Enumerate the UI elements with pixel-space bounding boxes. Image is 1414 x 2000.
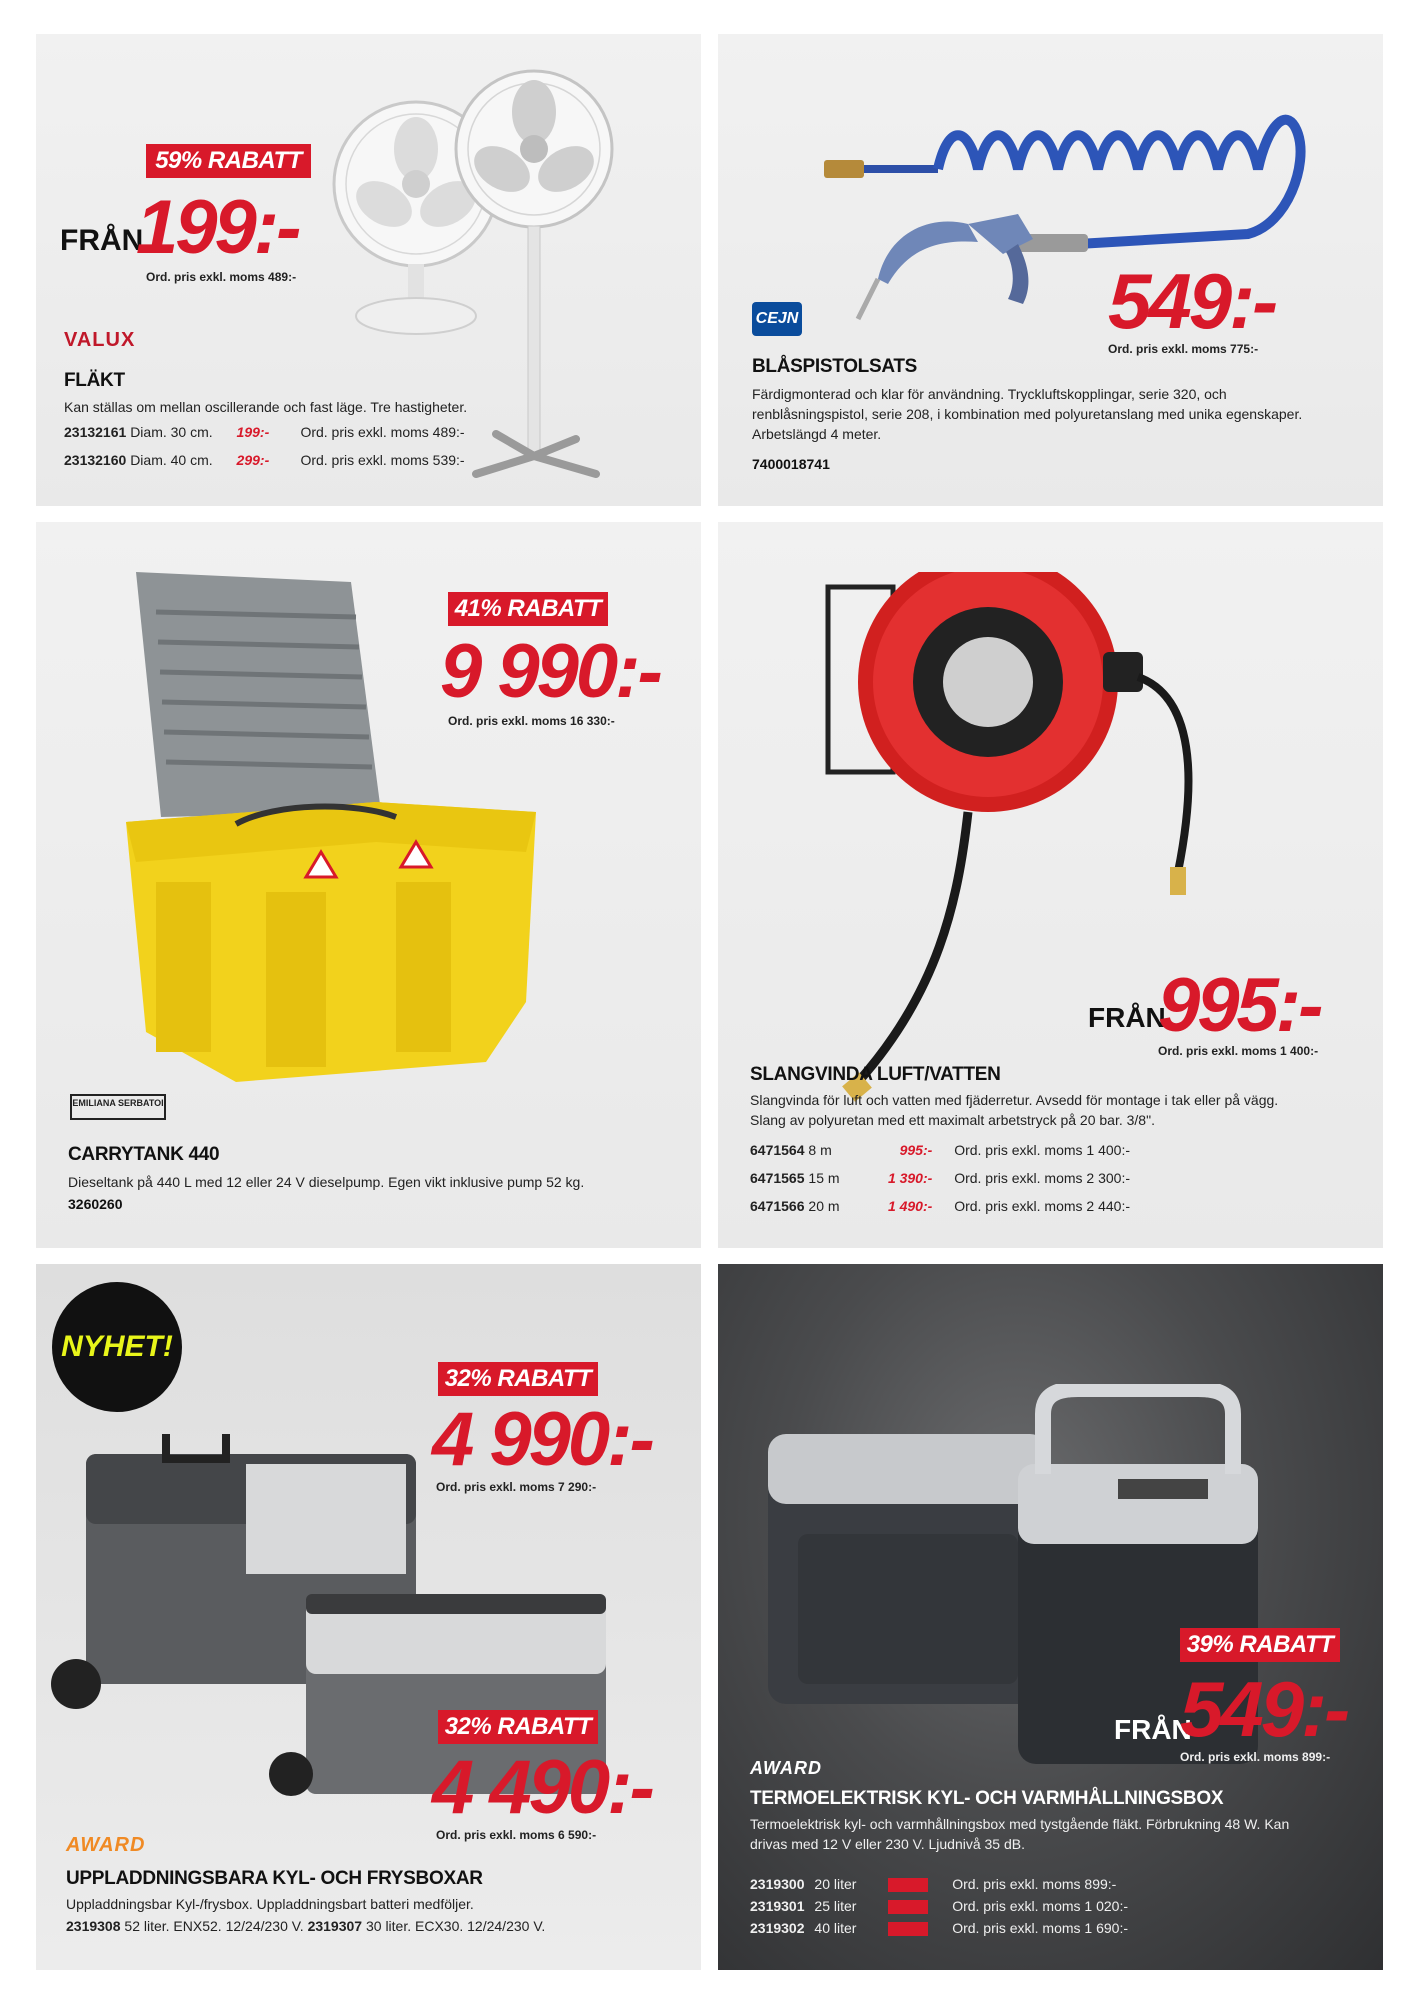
air-gun-icon [858,214,1088,319]
price-mark [888,1900,928,1914]
variant-row [64,452,465,468]
variant-size: Diam. 30 cm. [130,424,213,440]
spec-row [66,1918,545,1934]
price: 9 990:- [440,629,660,714]
price: 199:- [136,185,299,270]
variant-row [750,1142,1130,1158]
variant-size: 20 m [808,1198,840,1214]
article-number: 23132161 [64,424,127,440]
product-panel-termobox [718,1264,1383,1970]
variant-ord: Ord. pris exkl. moms 1 020:- [952,1898,1129,1914]
tank-lid-icon [136,572,381,817]
variant-ord: Ord. pris exkl. moms 1 690:- [952,1920,1129,1936]
product-panel-flakt [36,34,701,506]
variant-ord: Ord. pris exkl. moms 1 400:- [954,1142,1131,1158]
article-number: 2319301 [750,1898,805,1914]
discount-badge: 59% RABATT [146,144,311,178]
discount-badge: 32% RABATT [438,1710,598,1744]
variant-size: 20 liter [814,1876,857,1892]
discount-badge: 39% RABATT [1180,1628,1340,1662]
fran-label: FRÅN [1114,1714,1192,1745]
article-number: 2319300 [750,1876,805,1892]
variant-price: 199:- [236,424,270,440]
variant-size: 40 liter [814,1920,857,1936]
product-title: BLÅSPISTOLSATS [752,356,918,377]
variant-price: 1 490:- [887,1198,933,1214]
price-mark [888,1878,928,1892]
ordinary-price: Ord. pris exkl. moms 899:- [1180,1750,1331,1764]
article-number: 7400018741 [752,456,830,472]
variant-row [750,1920,1128,1936]
nyhet-badge [52,1282,182,1412]
variant-size: 15 m [808,1170,840,1186]
variant-size: 8 m [808,1142,832,1158]
price: 995:- [1158,963,1321,1048]
discount-badge: 32% RABATT [438,1362,598,1396]
ordinary-price: Ord. pris exkl. moms 489:- [146,270,297,284]
product-description: Uppladdningsbar Kyl-/frysbox. Uppladdningsbart batteri medföljer. [66,1896,474,1912]
article-number: 2319302 [750,1920,805,1936]
fran-label: FRÅN [1088,1002,1166,1033]
variant-ord: Ord. pris exkl. moms 2 300:- [954,1170,1131,1186]
price-mark [888,1922,928,1936]
variant-row [750,1898,1128,1914]
product-description: Slangvinda för luft och vatten med fjäderretur. Avsedd för montage i tak eller på vägg. Slang av polyuretan med ett maximalt arbetstryck på 20 bar. 3/8". [750,1092,1279,1128]
product-panel-carrytank [36,522,701,1248]
variant-ord: Ord. pris exkl. moms 489:- [300,424,465,440]
product-description: Termoelektrisk kyl- och varmhållningsbox med tystgående fläkt. Förbrukning 48 W. Kan drivas med 12 V eller 230 V. Ljudnivå 35 dB. [750,1816,1290,1852]
spec: 30 liter. ECX30. 12/24/230 V. [365,1918,546,1934]
article-number: 6471565 [750,1170,805,1186]
ordinary-price: Ord. pris exkl. moms 1 400:- [1158,1044,1319,1058]
variant-ord: Ord. pris exkl. moms 539:- [300,452,465,468]
tank-body-icon [126,802,536,1082]
cejn-logo [752,302,802,336]
article-number: 2319308 [66,1918,121,1934]
coiled-hose-icon [824,120,1301,244]
ordinary-price: Ord. pris exkl. moms 7 290:- [436,1480,597,1494]
variant-price: 299:- [236,452,270,468]
nyhet-label: NYHET! [61,1330,173,1363]
variant-size: 25 liter [814,1898,857,1914]
variant-row [750,1170,1130,1186]
brand-logo: CEJN [755,310,799,327]
ordinary-price: Ord. pris exkl. moms 775:- [1108,342,1259,356]
product-title: SLANGVINDA LUFT/VATTEN [750,1064,1001,1085]
variant-row [750,1198,1130,1214]
product-title: FLÄKT [64,370,125,391]
brand-logo: VALUX [64,329,136,351]
variant-row [750,1876,1116,1892]
variant-size: Diam. 40 cm. [130,452,213,468]
article-number: 23132160 [64,452,127,468]
product-description: Färdigmonterad och klar för användning. Tryckluftskopplingar, serie 320, och renblåsningspistol, serie 208, i kombination med polyuretanslang med unika egenskaper. Arbetslängd 4 meter. [752,386,1303,442]
product-panel-slangvinda [718,522,1383,1248]
price: 4 490:- [432,1745,652,1830]
emiliana-logo [70,1094,166,1120]
article-number: 6471564 [750,1142,805,1158]
product-panel-blaspistol [718,34,1383,506]
variant-ord: Ord. pris exkl. moms 2 440:- [954,1198,1131,1214]
large-box-icon [768,1434,1048,1704]
ordinary-price: Ord. pris exkl. moms 6 590:- [436,1828,597,1842]
article-number: 2319307 [307,1918,363,1934]
variant-ord: Ord. pris exkl. moms 899:- [952,1876,1117,1892]
product-panel-kylbox [36,1264,701,1970]
product-description: Dieseltank på 440 L med 12 eller 24 V dieselpump. Egen vikt inklusive pump 52 kg. [68,1174,585,1190]
article-number: 6471566 [750,1198,805,1214]
discount-badge: 41% RABATT [448,592,608,626]
award-logo: AWARD [66,1834,146,1856]
article-number: 3260260 [68,1196,123,1212]
variant-price: 1 390:- [887,1170,933,1186]
award-logo: AWARD [750,1758,822,1778]
price: 549:- [1108,257,1276,345]
variant-row [64,424,465,440]
fran-label: FRÅN [60,224,144,257]
spec: 52 liter. ENX52. 12/24/230 V. [124,1918,304,1934]
product-title: UPPLADDNINGSBARA KYL- OCH FRYSBOXAR [66,1868,483,1889]
price: 549:- [1180,1665,1348,1753]
product-title: TERMOELEKTRISK KYL- OCH VARMHÅLLNINGSBOX [750,1788,1224,1809]
brand-logo: EMILIANA SERBATOI [72,1098,164,1108]
variant-price: 995:- [899,1142,933,1158]
ordinary-price: Ord. pris exkl. moms 16 330:- [448,714,615,728]
product-description: Kan ställas om mellan oscillerande och fast läge. Tre hastigheter. [64,399,468,415]
price: 4 990:- [432,1397,652,1482]
product-title: CARRYTANK 440 [68,1144,220,1165]
